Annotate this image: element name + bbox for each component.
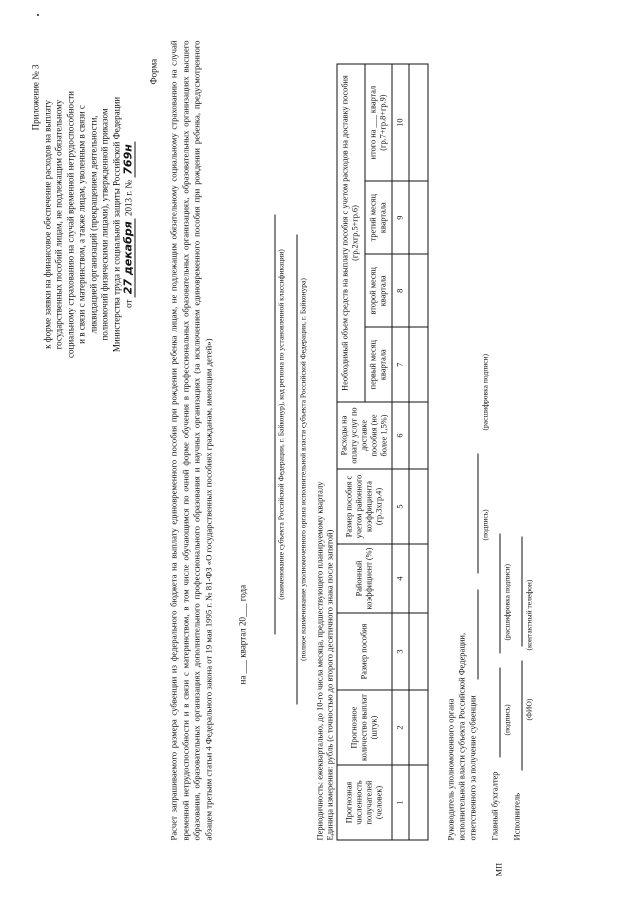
table-cell <box>409 544 428 613</box>
appendix-line-4: и в связи с материнством, а также лицам, уволенным в связи с <box>76 105 87 344</box>
table-cell <box>409 765 428 840</box>
appendix-line-6: полномочий физическими лицами), утвержденной приказом <box>99 108 110 341</box>
head-sign-row <box>468 281 490 841</box>
accountant-row <box>490 281 512 841</box>
appendix-header <box>31 65 136 385</box>
head-line-1: Руководитель уполномоченного органа <box>445 698 456 841</box>
executor-fio-line <box>522 661 523 771</box>
executor-row <box>512 281 534 841</box>
order-date-handwritten: 27 декабря <box>123 218 136 297</box>
accountant-decoding-line <box>500 533 501 653</box>
col-month3-header: третий месяц квартала <box>365 181 393 254</box>
appendix-line-7: Министерства труда и социальной защиты Российской Федерации <box>111 96 121 353</box>
col-number: 5 <box>392 469 409 544</box>
col-number: 6 <box>392 402 409 469</box>
period-line: на ___ квартал 20___ года <box>237 584 248 685</box>
head-line-3: ответственного за получение субвенции <box>467 695 478 841</box>
accountant-signature-line <box>500 667 501 757</box>
authority-name-caption: (полное наименование уполномоченного органа исполнительной власти субъекта Российской Федерации, г. Байконура) <box>298 278 308 661</box>
table-cell <box>409 64 428 181</box>
col-number: 4 <box>392 544 409 613</box>
col-total-header: итого на ___ квартал (гр.7+гр.8+гр.9) <box>365 64 393 181</box>
authority-name-line <box>297 235 298 705</box>
table-cell <box>409 254 428 327</box>
table-cell <box>409 327 428 402</box>
col-benefit-header: Размер пособия <box>337 613 392 690</box>
col-number: 8 <box>392 254 409 327</box>
appendix-line-1: к форме заявки на финансовое обеспечение расходов на выплату <box>42 100 52 349</box>
subject-name-line <box>275 215 276 635</box>
table-cell <box>409 613 428 690</box>
col-number: 3 <box>392 613 409 690</box>
col-number: 9 <box>392 181 409 254</box>
head-decoding-line <box>478 453 479 573</box>
rotated-page <box>1 0 640 905</box>
appendix-line-2: государственных пособий лицам, не подлежащим обязательному <box>53 99 64 350</box>
col-number: 7 <box>392 327 409 402</box>
subject-name-caption: (наименование субъекта Российской Федерации, г. Байконур), код региона по установленной классификации) <box>276 249 286 600</box>
executor-label: Исполнитель <box>511 792 522 841</box>
table-cell <box>409 402 428 469</box>
chief-accountant-label: Главный бухгалтер <box>489 771 500 841</box>
accountant-decoding-caption: (расшифровка подписи) <box>502 563 512 641</box>
table-number-row <box>392 64 409 840</box>
form-label: Форма <box>148 58 159 85</box>
col-month2-header: второй месяц квартала <box>365 254 393 327</box>
col-coefficient-header: Районный коэффициент (%) <box>337 544 392 613</box>
appendix-line-3: социальному страхованию на случай временной нетрудоспособности <box>65 91 75 358</box>
head-signature-line <box>478 589 479 679</box>
table-cell <box>409 181 428 254</box>
appendix-title: Приложение № 3 <box>30 64 41 131</box>
subvention-table <box>337 64 429 841</box>
head-decoding-caption: (расшифровка подписи) <box>480 353 490 431</box>
col-recipients-header: Прогнозная численность получателей (человек) <box>337 765 392 840</box>
head-signature-caption: (подпись) <box>480 509 490 541</box>
table-empty-row <box>409 64 428 840</box>
order-line: от 27 декабря 2013 г. № 769н <box>123 65 136 385</box>
table-cell <box>409 690 428 765</box>
col-month1-header: первый месяц квартала <box>365 327 393 402</box>
appendix-line-5: ликвидацией организаций (прекращением деятельности, <box>88 115 98 334</box>
col-number: 2 <box>392 690 409 765</box>
table-header-row <box>337 64 365 840</box>
col-need-header: Необходимый объем средств на выплату пособия с учетом расходов на доставку пособия (гр.2хгр.5+гр.6) <box>337 64 365 402</box>
head-line-2: исполнительной власти субъекта Российской Федерации, <box>456 632 467 841</box>
col-number: 1 <box>392 765 409 840</box>
executor-phone-line <box>522 537 523 647</box>
units-text: Единица измерения: рубль (с точностью до второго десятичного знака после запятой) <box>324 529 335 841</box>
accountant-signature-caption: (подпись) <box>502 704 512 736</box>
col-payments-header: Прогнозное количество выплат (штук) <box>337 690 392 765</box>
col-delivery-header: Расходы на оплату услуг по доставке пособия (не более 1,5%) <box>337 402 392 469</box>
executor-fio-caption: (ФИО) <box>524 698 534 721</box>
periodicity-text: Периодичность: ежеквартально, до 10-го числа месяца, предшествующего планируемому кварталу <box>314 481 325 841</box>
signature-block <box>445 281 534 877</box>
col-benefit-coef-header: Размер пособия с учетом районного коэффициента (гр.3хгр.4) <box>337 469 392 544</box>
table-cell <box>409 469 428 544</box>
col-number: 10 <box>392 64 409 181</box>
calculation-title: Расчет запрашиваемого размера субвенции из федерального бюджета на выплату единовременного пособия при рождении ребенка лицам, не подлежащим обязательному социальному страхованию на случай временной нетрудоспособности и в связи с материнством, в том числе обучающимся по очной форме обучения в профессиональных образовательных организациях, образовательных организациях высшего образования, образовательных организациях дополнительного профессионального образования и научных организациях (за исключением единовременного пособия при рождении ребенка, предусмотренного абзацем третьим статьи 4 Федерального закона от 19 мая 1995 г. № 81-ФЗ «О государственных пособиях гражданам, имеющим детей») <box>168 40 213 841</box>
executor-phone-caption: (контактный телефон) <box>524 579 534 651</box>
order-number-handwritten: 769н <box>123 141 136 178</box>
stamp-place: МП <box>493 862 504 877</box>
